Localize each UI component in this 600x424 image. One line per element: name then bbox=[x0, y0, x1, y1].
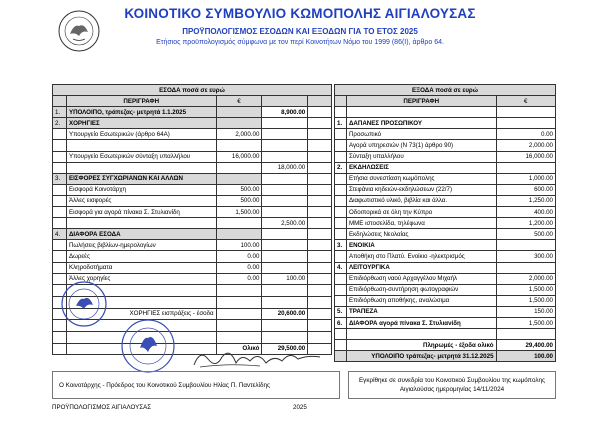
expenses-row-amount: 2,000.00 bbox=[496, 273, 555, 284]
income-row-amount: 0.00 bbox=[216, 273, 262, 284]
approval-box bbox=[348, 371, 556, 399]
expenses-row-label: Αγορά υπηρεσιών (Ν 73(1) άρθρο 90) bbox=[346, 140, 496, 151]
expenses-section-num: 4. bbox=[335, 262, 347, 273]
income-balance-num: 1. bbox=[53, 107, 67, 118]
page-subtitle: ΠΡΟΫΠΟΛΟΓΙΣΜΟΣ ΕΣΟΔΩΝ ΚΑΙ ΕΞΟΔΩΝ ΓΙΑ ΤΟ ΕΤΟΣ 2025 bbox=[182, 27, 418, 36]
income-row-amount: 500.00 bbox=[216, 195, 262, 206]
income-row-label: Άλλες εισφορές bbox=[66, 195, 216, 206]
expenses-row-amount: 1,200.00 bbox=[496, 218, 555, 229]
income-row-label: Άλλες χορηγίες bbox=[66, 273, 216, 284]
expenses-row-amount: 16,000.00 bbox=[496, 151, 555, 162]
income-row-label: Δωρεές bbox=[66, 251, 216, 262]
expenses-table bbox=[334, 84, 556, 362]
expenses-row-label: Προσωπικό bbox=[346, 129, 496, 140]
cyprus-emblem-stamp bbox=[118, 318, 178, 374]
income-section-total: 18,000.00 bbox=[262, 162, 308, 173]
income-row-label: Υπουργείο Εσωτερικών (άρθρο 64Α) bbox=[66, 129, 216, 140]
expenses-section-title: ΛΕΙΤΟΥΡΓΙΚΑ bbox=[346, 262, 496, 273]
approval-text: Εγκρίθηκε σε συνεδρία του Κοινοτικού Συμβουλίου της κωμόπολης Αιγιαλούσας ημερομηνίας 14/11/2024 bbox=[358, 377, 546, 393]
expenses-row-label: Εκδηλώσεις Νεολαίας bbox=[346, 229, 496, 240]
income-balance-label: ΥΠΟΛΟΙΠΟ, τράπεζας- μετρητά 1.1.2025 bbox=[66, 107, 216, 118]
expenses-row-label: Επιδιόρθωση αποθήκης, αναλώσιμα bbox=[346, 295, 496, 306]
signature bbox=[190, 345, 330, 371]
income-section-num: 2. bbox=[53, 118, 67, 129]
community-stamp-seal bbox=[60, 280, 108, 328]
income-sponsor-label: ΧΟΡΗΓΙΕΣ εισπράξεις - έσοδα bbox=[66, 308, 216, 319]
income-section-total: 2,500.00 bbox=[262, 218, 308, 229]
expenses-payments-label: Πληρωμές - έξοδα ολικό bbox=[346, 340, 496, 351]
expenses-row-amount: 400.00 bbox=[496, 207, 555, 218]
income-row-amount: 0.00 bbox=[216, 251, 262, 262]
income-section-total: 100.00 bbox=[262, 273, 308, 284]
expenses-section-title: ΕΝΟΙΚΙΑ bbox=[346, 240, 496, 251]
income-row-label: Πωλήσεις βιβλίων-ημερολογίων bbox=[66, 240, 216, 251]
expenses-balance-total: 100.00 bbox=[496, 351, 555, 362]
income-section-title: ΔΙΑΦΟΡΑ ΕΣΟΔΑ bbox=[66, 229, 216, 240]
expenses-section-num: 1. bbox=[335, 118, 347, 129]
income-section-title: ΧΟΡΗΓΙΕΣ bbox=[66, 118, 216, 129]
expenses-row-amount: 2,000.00 bbox=[496, 140, 555, 151]
income-row-label: Υπουργείο Εσωτερικών σύνταξη υπαλλήλου bbox=[66, 151, 216, 162]
income-row-amount: 2,000.00 bbox=[216, 129, 262, 140]
income-row-amount: 1,500.00 bbox=[216, 207, 262, 218]
expenses-section-title: ΔΙΑΦΟΡΑ αγορά πίνακα Σ. Στυλιανίδη bbox=[346, 317, 496, 328]
income-row-amount: 100.00 bbox=[216, 240, 262, 251]
expenses-section-num: 3. bbox=[335, 240, 347, 251]
expenses-col-description: ΠΕΡΙΓΡΑΦΗ bbox=[346, 96, 496, 107]
expenses-row-amount: 0.00 bbox=[496, 129, 555, 140]
expenses-section-amount: 1,500.00 bbox=[496, 317, 555, 328]
expenses-col-currency: € bbox=[496, 96, 555, 107]
expenses-section-num: 5. bbox=[335, 306, 347, 317]
expenses-row-amount: 1,500.00 bbox=[496, 284, 555, 295]
footer-year: 2025 bbox=[293, 404, 307, 411]
expenses-section-amount: 150.00 bbox=[496, 306, 555, 317]
page-title: ΚΟΙΝΟΤΙΚΟ ΣΥΜΒΟΥΛΙΟ ΚΩΜΟΠΟΛΗΣ ΑΙΓΙΑΛΟΥΣΑΣ bbox=[124, 6, 476, 21]
income-total: 29,500.00 bbox=[262, 343, 308, 354]
income-section-num: 3. bbox=[53, 173, 67, 184]
expenses-row-amount: 1,250.00 bbox=[496, 195, 555, 206]
legal-reference: Ετήσιος προϋπολογισμός σύμφωνα με τον περί Κοινοτήτων Νόμο του 1999 (86(Ι), άρθρο 64. bbox=[156, 39, 444, 46]
income-section-title: ΕΙΣΦΟΡΕΣ ΣΥΓΧΩΡΙΑΝΩΝ ΚΑΙ ΑΛΛΩΝ bbox=[66, 173, 216, 184]
expenses-row-label: Αποθήκη στο Πλατύ. Ενοίκιο -ηλεκτρισμός bbox=[346, 251, 496, 262]
expenses-row-amount: 1,000.00 bbox=[496, 173, 555, 184]
income-balance-amount: 8,900.00 bbox=[262, 107, 308, 118]
expenses-row-label: Ετήσια συνεστίαση κωμόπολης bbox=[346, 173, 496, 184]
footer-document-name: ΠΡΟΫΠΟΛΟΓΙΣΜΟΣ ΑΙΓΙΑΛΟΥΣΑΣ bbox=[52, 404, 152, 411]
income-row-label: Εισφορά Κοινοτάρχη bbox=[66, 184, 216, 195]
income-section-num: 4. bbox=[53, 229, 67, 240]
income-row-amount: 500.00 bbox=[216, 184, 262, 195]
expenses-heading: ΕΞΟΔΑ ποσά σε ευρώ bbox=[335, 85, 556, 96]
expenses-section-num: 6. bbox=[335, 317, 347, 328]
expenses-row-label: ΜΜΕ ιστοσελίδα, τηλέφωνα bbox=[346, 218, 496, 229]
expenses-row-label: Οδοιπορικά σε όλη την Κύπρο bbox=[346, 207, 496, 218]
income-sponsor-total: 20,600.00 bbox=[262, 308, 308, 319]
signatory-text: Ο Κοινοτάρχης - Πρόεδρος του Κοινοτικού Συμβουλίου Ηλίας Π. Παντελίδης bbox=[59, 381, 270, 389]
expenses-row-label: Επιδιόρθωση-συντήρηση φωτογραφιών bbox=[346, 284, 496, 295]
expenses-row-amount: 300.00 bbox=[496, 251, 555, 262]
expenses-section-title: ΕΚΔΗΛΩΣΕΙΣ bbox=[346, 162, 496, 173]
income-row-label: Κληροδοτήματα bbox=[66, 262, 216, 273]
income-total-label: Ολικό bbox=[216, 343, 262, 354]
expenses-payments-total: 29,400.00 bbox=[496, 340, 555, 351]
community-seal-logo bbox=[58, 10, 100, 52]
expenses-row-label: Σύνταξη υπαλλήλου bbox=[346, 151, 496, 162]
expenses-section-title: ΤΡΑΠΕΖΑ bbox=[346, 306, 496, 317]
expenses-balance-label: ΥΠΟΛΟΙΠΟ τράπεζας- μετρητά 31.12.2025 bbox=[346, 351, 496, 362]
expenses-row-amount: 1,500.00 bbox=[496, 295, 555, 306]
expenses-section-title: ΔΑΠΑΝΕΣ ΠΡΟΣΩΠΙΚΟΥ bbox=[346, 118, 496, 129]
expenses-row-amount: 500.00 bbox=[496, 229, 555, 240]
income-col-description: ΠΕΡΙΓΡΑΦΗ bbox=[66, 96, 216, 107]
expenses-row-label: Επιδιόρθωση ναού Αρχαγγέλου Μιχαήλ bbox=[346, 273, 496, 284]
income-row-amount: 16,000.00 bbox=[216, 151, 262, 162]
income-col-currency: € bbox=[216, 96, 262, 107]
expenses-row-amount: 600.00 bbox=[496, 184, 555, 195]
expenses-section-num: 2. bbox=[335, 162, 347, 173]
expenses-row-label: Διαφωτιστικό υλικό, βιβλία και άλλα. bbox=[346, 195, 496, 206]
income-row-amount: 0.00 bbox=[216, 262, 262, 273]
income-heading: ΕΣΟΔΑ ποσά σε ευρώ bbox=[53, 85, 332, 96]
income-row-label: Εισφορά για αγορά πίνακα Σ. Στυλιανίδη bbox=[66, 207, 216, 218]
signatory-box bbox=[52, 371, 340, 399]
expenses-row-label: Στεφάνια κηδειών-εκδηλώσεων (22/7) bbox=[346, 184, 496, 195]
